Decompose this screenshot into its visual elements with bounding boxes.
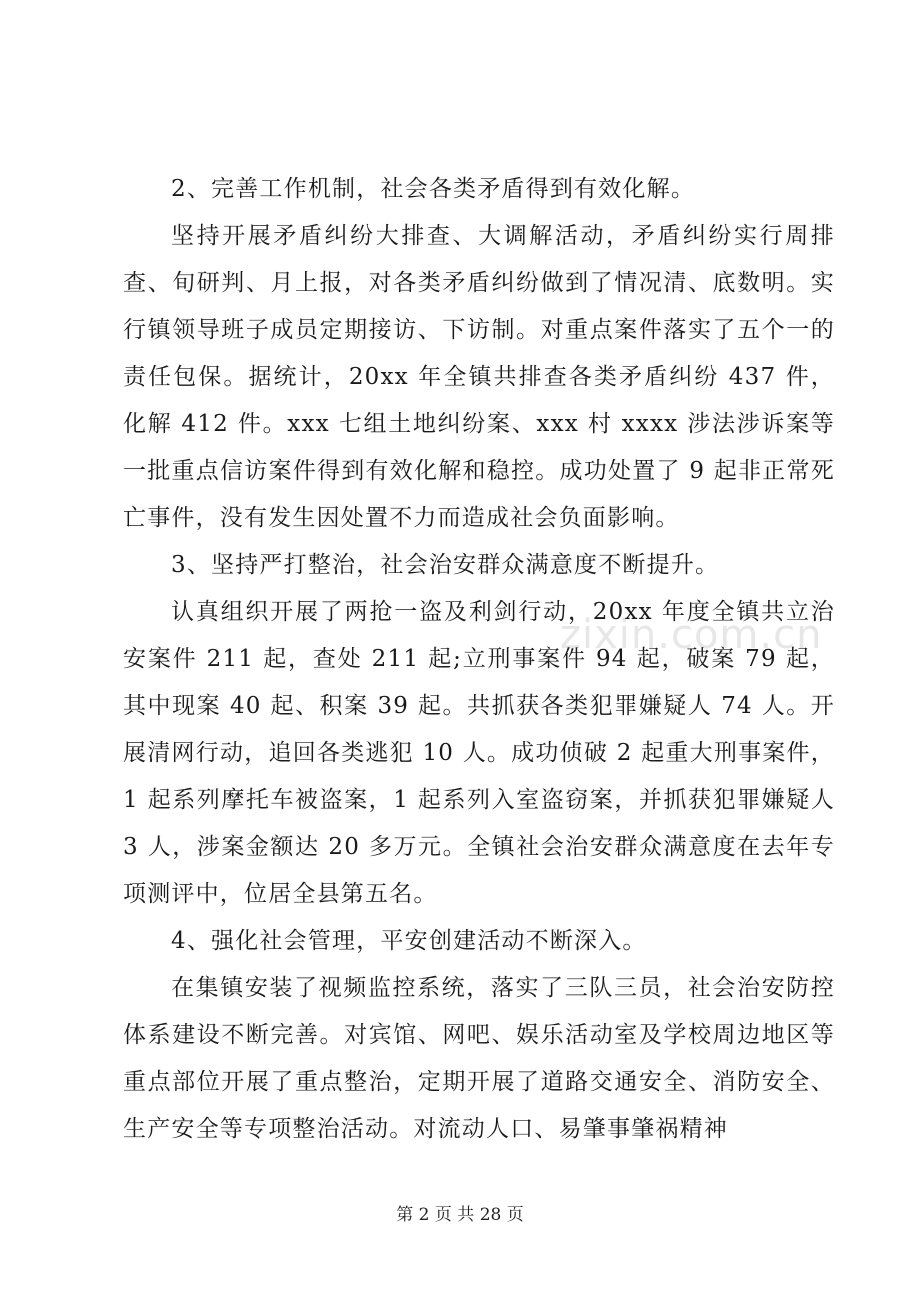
document-body [123, 166, 835, 1153]
section-heading-4: 4、强化社会管理，平安创建活动不断深入。 [171, 928, 647, 954]
paragraph-dispute-resolution: 坚持开展矛盾纠纷大排查、大调解活动，矛盾纠纷实行周排查、旬研判、月上报，对各类矛盾纠纷做到了情况清、底数明。实行镇领导班子成员定期接访、下访制。对重点案件落实了五个一的责任包保。据统计，20xx 年全镇共排查各类矛盾纠纷 437 件，化解 412 件。xxx 七组土地纠纷案、xxx 村 xxxx 涉法涉诉案等一批重点信访案件得到有效化解和稳控。成功处置了 9 起非正常死亡事件，没有发生因处置不力而造成社会负面影响。 [123, 223, 835, 531]
section-heading-3: 3、坚持严打整治，社会治安群众满意度不断提升。 [171, 552, 720, 578]
watermark: zixin.com.cn [560, 612, 823, 658]
paragraph-social-management: 在集镇安装了视频监控系统，落实了三队三员，社会治安防控体系建设不断完善。对宾馆、网吧、娱乐活动室及学校周边地区等重点部位开展了重点整治，定期开展了道路交通安全、消防安全、生产安全等专项整治活动。对流动人口、易肇事肇祸精神 [123, 975, 835, 1142]
paragraph-crime-crackdown: 认真组织开展了两抢一盗及利剑行动，20xx 年度全镇共立治安案件 211 起，查处 211 起;立刑事案件 94 起，破案 79 起，其中现案 40 起、积案 39 起。共抓获各类犯罪嫌疑人 74 人。开展清网行动，追回各类逃犯 10 人。成功侦破 2 起重大刑事案件，1 起系列摩托车被盗案，1 起系列入室盗窃案，并抓获犯罪嫌疑人 3 人，涉案金额达 20 多万元。全镇社会治安群众满意度在去年专项测评中，位居全县第五名。 [123, 599, 835, 907]
section-heading-2: 2、完善工作机制，社会各类矛盾得到有效化解。 [171, 176, 696, 202]
page-footer: 第 2 页 共 28 页 [396, 1205, 524, 1225]
